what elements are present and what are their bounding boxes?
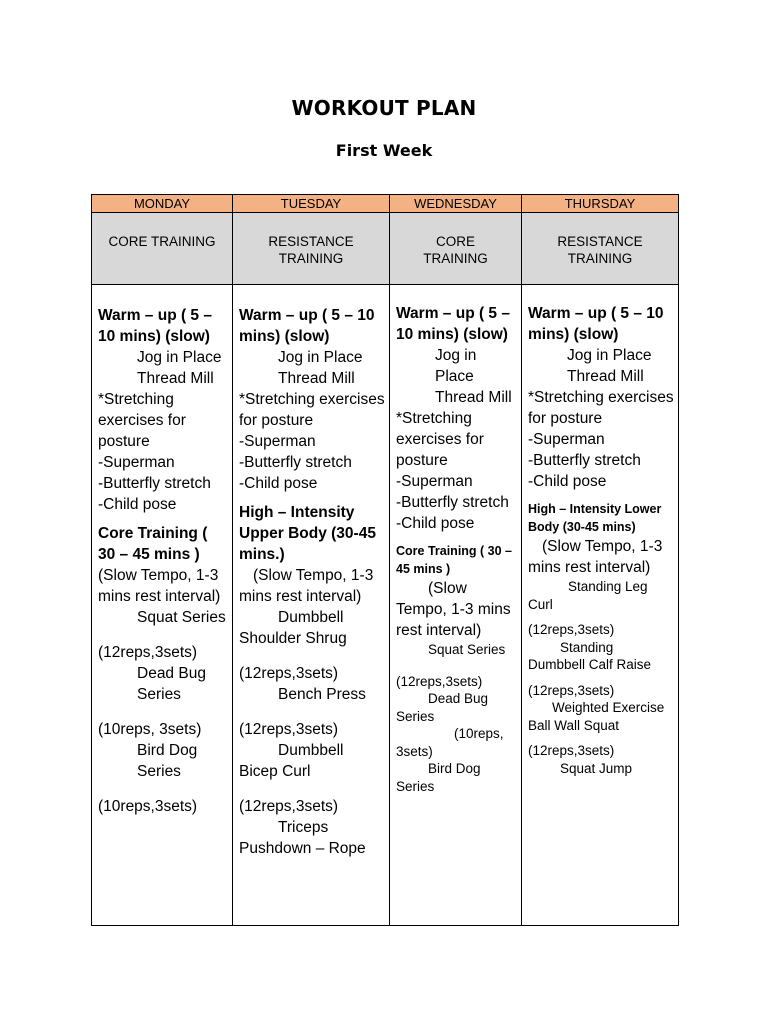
list-item: Jog in Place xyxy=(278,349,363,366)
reps-sets: (12reps,3sets) xyxy=(239,665,339,682)
list-item: Thread Mill xyxy=(567,368,644,385)
day-header-tuesday: TUESDAY xyxy=(233,195,390,213)
list-item: *Stretching exercises for posture xyxy=(396,410,484,469)
section-heading: Core Training ( 30 – 45 mins ) xyxy=(98,525,208,563)
list-item: -Child pose xyxy=(98,496,177,513)
list-item: Thread Mill xyxy=(435,389,512,406)
day-header-monday: MONDAY xyxy=(92,195,233,213)
list-item: Thread Mill xyxy=(278,370,355,387)
exercise-name: Squat Jump xyxy=(560,760,633,776)
category-row xyxy=(92,213,679,285)
exercise-name: Weighted Exercise Ball Wall Squat xyxy=(528,700,665,733)
day-header-row xyxy=(92,195,679,213)
reps-sets: (10reps, 3sets) xyxy=(98,721,202,738)
list-item: Jog in Place xyxy=(435,347,477,385)
plan-cell-monday xyxy=(92,285,233,926)
list-item: -Child pose xyxy=(396,515,475,532)
reps-sets: (12reps,3sets) xyxy=(528,743,615,758)
tempo-note: (Slow Tempo, 1-3 mins rest interval) xyxy=(528,538,663,576)
list-item: Jog in Place xyxy=(137,349,222,366)
reps-sets: (12reps,3sets) xyxy=(396,673,483,689)
reps-sets: (12reps,3sets) xyxy=(239,721,339,738)
exercise-name: Dead Bug Series xyxy=(396,691,489,724)
exercise-name: Standing Leg Curl xyxy=(528,579,648,612)
list-item: -Butterfly stretch xyxy=(239,454,352,471)
day-header-wednesday: WEDNESDAY xyxy=(390,195,522,213)
document-title: WORKOUT PLAN xyxy=(291,96,477,120)
exercise-name: Dumbbell Bicep Curl xyxy=(239,742,344,780)
day-header-thursday: THURSDAY xyxy=(522,195,679,213)
document-subtitle: First Week xyxy=(335,141,433,160)
list-item: -Butterfly stretch xyxy=(528,452,641,469)
reps-sets: (10reps,3sets) xyxy=(98,798,198,815)
workout-table xyxy=(91,194,679,926)
reps-sets: (12reps,3sets) xyxy=(98,644,198,661)
reps-sets: (12reps,3sets) xyxy=(528,622,615,637)
warmup-heading: Warm – up ( 5 – 10 mins) (slow) xyxy=(528,305,664,343)
tempo-note: (Slow Tempo, 1-3 mins rest interval) xyxy=(98,567,221,605)
warmup-heading: Warm – up ( 5 – 10 mins) (slow) xyxy=(396,305,510,343)
plan-cell-thursday xyxy=(522,285,679,926)
category-monday: CORE TRAINING xyxy=(92,213,233,285)
exercise-name: Dumbbell Shoulder Shrug xyxy=(239,609,347,647)
category-wednesday: CORE TRAINING xyxy=(390,213,522,285)
warmup-heading: Warm – up ( 5 – 10 mins) (slow) xyxy=(98,307,212,345)
tempo-note: (Slow Tempo, 1-3 mins rest interval) xyxy=(396,580,511,639)
list-item: -Superman xyxy=(98,454,175,471)
list-item: Jog in Place xyxy=(567,347,652,364)
list-item: -Superman xyxy=(239,433,316,450)
list-item: Thread Mill xyxy=(137,370,214,387)
list-item: -Butterfly stretch xyxy=(396,494,509,511)
plan-body-row xyxy=(92,285,679,926)
list-item: -Child pose xyxy=(239,475,318,492)
exercise-name: Squat Series xyxy=(137,609,226,626)
exercise-name: Squat Series xyxy=(428,642,506,657)
reps-sets: (12reps,3sets) xyxy=(528,682,615,698)
exercise-name: Triceps Pushdown – Rope xyxy=(239,819,366,857)
section-heading: Core Training ( 30 – 45 mins ) xyxy=(396,544,513,576)
reps-sets: (10reps, 3sets) xyxy=(396,726,504,759)
warmup-heading: Warm – up ( 5 – 10 mins) (slow) xyxy=(239,307,375,345)
exercise-name: Dead Bug Series xyxy=(137,665,206,703)
exercise-name: Bird Dog Series xyxy=(396,761,481,794)
tempo-note: (Slow Tempo, 1-3 mins rest interval) xyxy=(239,567,374,605)
list-item: *Stretching exercises for posture xyxy=(239,391,385,429)
reps-sets: (12reps,3sets) xyxy=(239,798,339,815)
list-item: -Child pose xyxy=(528,473,607,490)
list-item: -Superman xyxy=(396,473,473,490)
list-item: -Superman xyxy=(528,431,605,448)
list-item: -Butterfly stretch xyxy=(98,475,211,492)
category-tuesday: RESISTANCE TRAINING xyxy=(233,213,390,285)
exercise-name: Standing Dumbbell Calf Raise xyxy=(528,639,652,672)
section-heading: High – Intensity Upper Body (30-45 mins.) xyxy=(239,504,376,563)
plan-cell-tuesday xyxy=(233,285,390,926)
plan-cell-wednesday xyxy=(390,285,522,926)
exercise-name: Bench Press xyxy=(278,686,366,703)
category-thursday: RESISTANCE TRAINING xyxy=(522,213,679,285)
list-item: *Stretching exercises for posture xyxy=(528,389,674,427)
section-heading: High – Intensity Lower Body (30-45 mins) xyxy=(528,502,662,534)
exercise-name: Bird Dog Series xyxy=(137,742,198,780)
list-item: *Stretching exercises for posture xyxy=(98,391,186,450)
